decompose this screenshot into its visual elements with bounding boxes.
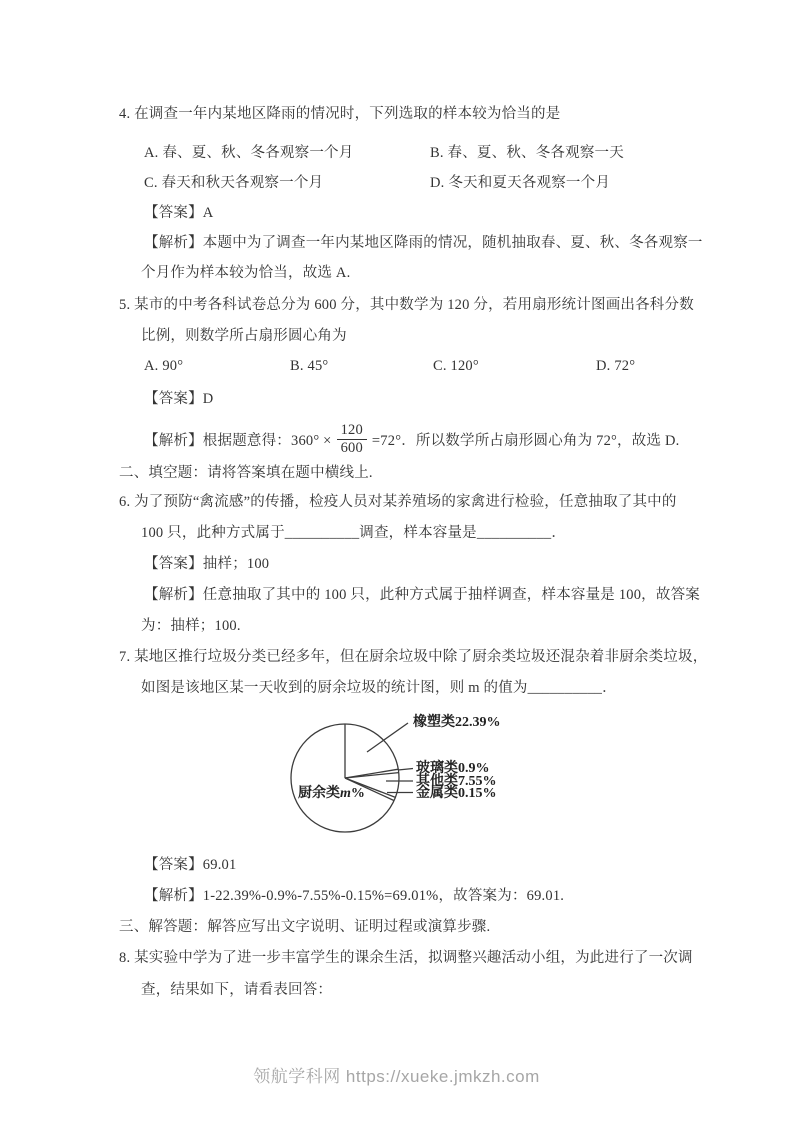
pie-label-glass: 玻璃类0.9% [416,761,490,776]
leader-line-rubber [367,723,408,752]
q4-analysis-line2: 个月作为样本较为恰当，故选 A. [141,265,351,281]
q5-answer: 【答案】D [144,391,214,407]
q6-analysis-line2: 为：抽样；100. [141,618,241,634]
q4-option-d: D. 冬天和夏天各观察一个月 [430,175,611,191]
q5-stem-line2: 比例，则数学所占扇形圆心角为 [141,328,347,344]
q5-option-b: B. 45° [290,358,329,374]
q5-analysis-suffix: =72°．所以数学所占扇形圆心角为 72°，故选 D. [371,432,680,449]
pie-label-kitchen [298,787,365,800]
fraction-denominator: 600 [337,439,367,457]
pie-label-metal: 金属类0.15% [416,786,497,801]
q7-analysis: 【解析】1-22.39%-0.9%-7.55%-0.15%=69.01%，故答案为：69.01. [144,888,565,904]
section2-heading: 二、填空题：请将答案填在题中横线上. [119,465,373,481]
q4-option-b: B. 春、夏、秋、冬各观察一天 [430,145,624,161]
footer-watermark: 领航学科网 https://xueke.jmkzh.com [253,1067,540,1086]
q6-answer: 【答案】抽样；100 [144,556,270,572]
q4-option-a: A. 春、夏、秋、冬各观察一个月 [144,145,354,161]
pie-label-other: 其他类7.55% [416,774,497,789]
q6-stem-line2: 100 只，此种方式属于__________调查，样本容量是__________． [141,525,567,541]
q4-answer: 【答案】A [144,205,214,221]
section3-heading: 三、解答题：解答应写出文字说明、证明过程或演算步骤. [119,919,491,935]
q7-answer: 【答案】69.01 [144,857,237,873]
q5-option-d: D. 72° [596,358,636,374]
q7-stem-line1: 7. 某地区推行垃圾分类已经多年，但在厨余垃圾中除了厨余类垃圾还混杂着非厨余类垃圾， [119,649,708,665]
q5-stem-line1: 5. 某市的中考各科试卷总分为 600 分，其中数学为 120 分，若用扇形统计图画出各科分数 [119,297,694,313]
q7-stem-line2: 如图是该地区某一天收到的厨余垃圾的统计图，则 m 的值为__________． [141,680,617,696]
q6-stem-line1: 6. 为了预防“禽流感”的传播，检疫人员对某养殖场的家禽进行检验，任意抽取了其中的 [119,494,677,510]
pie-label-kitchen-variable: m [340,786,351,801]
pie-label-rubber: 橡塑类22.39% [413,715,501,730]
leader-line-glass [398,769,413,771]
q4-analysis-line1: 【解析】本题中为了调查一年内某地区降雨的情况，随机抽取春、夏、秋、冬各观察一 [144,235,703,251]
q8-stem-line2: 查，结果如下，请看表回答： [141,982,333,998]
pie-label-kitchen-prefix: 厨余类 [298,786,340,801]
q4-stem: 4. 在调查一年内某地区降雨的情况时，下列选取的样本较为恰当的是 [119,106,561,122]
q5-option-c: C. 120° [433,358,479,374]
q4-option-c: C. 春天和秋天各观察一个月 [144,175,324,191]
q8-stem-line1: 8. 某实验中学为了进一步丰富学生的课余生活，拟调整兴趣活动小组，为此进行了一次调 [119,950,693,966]
q6-analysis-line1: 【解析】任意抽取了其中的 100 只，此种方式属于抽样调查，样本容量是 100，故答案 [144,587,700,603]
fraction-numerator: 120 [340,421,363,438]
pie-label-kitchen-suffix: % [350,786,365,801]
q5-option-a: A. 90° [144,358,184,374]
q5-analysis-prefix: 【解析】根据题意得：360° × [144,432,332,449]
